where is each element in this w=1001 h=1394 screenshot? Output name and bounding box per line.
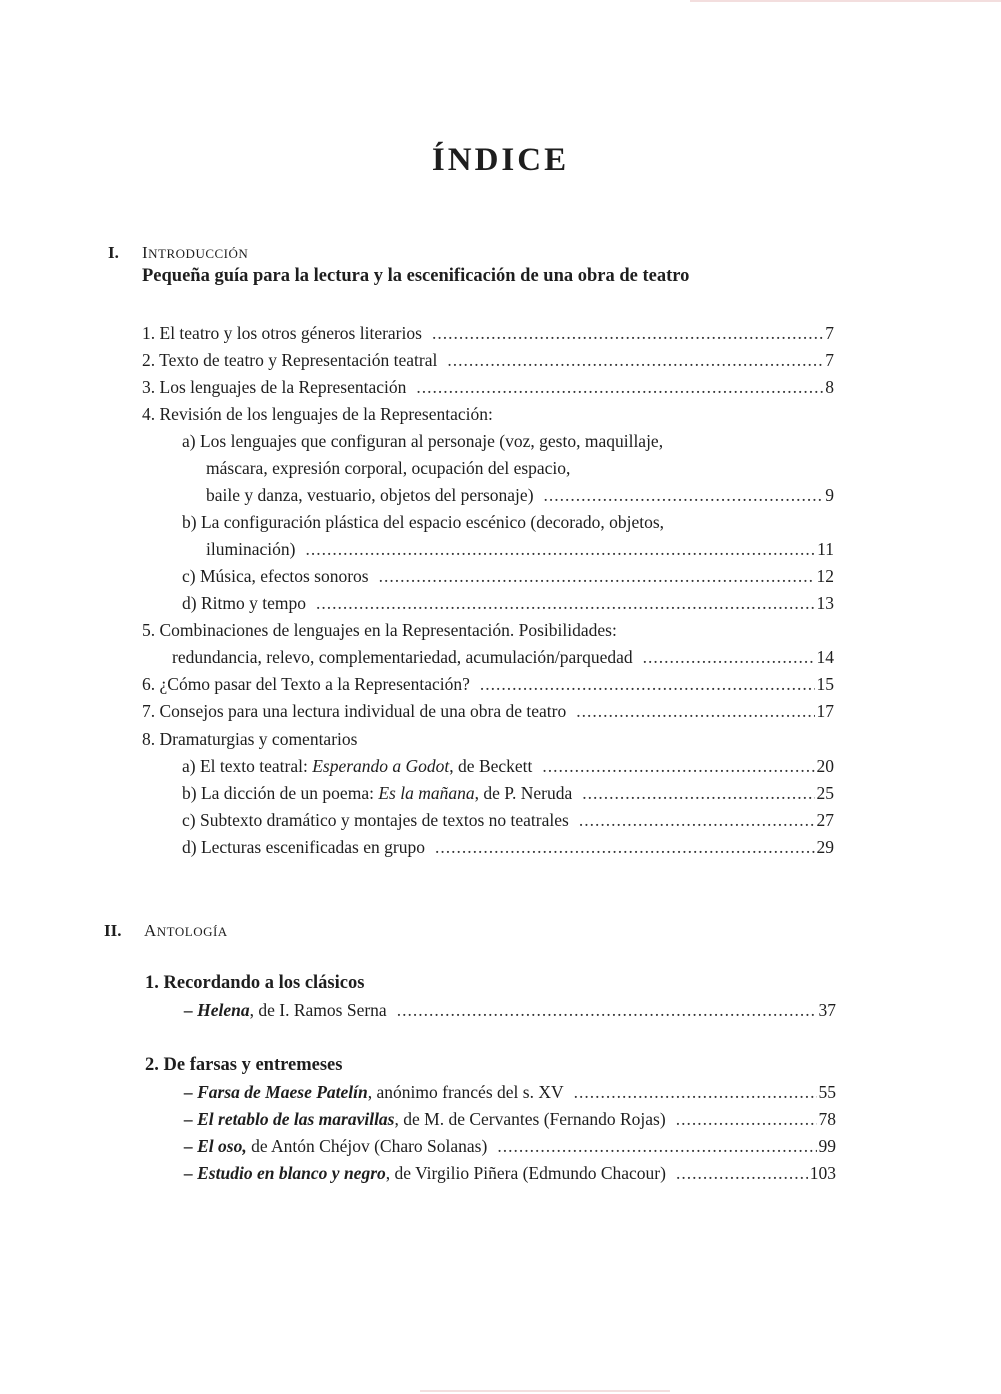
dot-leader (397, 998, 817, 1022)
group-title: 2. De farsas y entremeses (145, 1055, 343, 1075)
work-title: Farsa de Maese Patelín (197, 1082, 368, 1102)
toc-entry (142, 375, 834, 399)
entry-page: 103 (809, 1163, 836, 1183)
toc-entry-continuation (172, 645, 834, 669)
dot-leader (582, 781, 814, 805)
dot-leader (542, 754, 814, 778)
toc-entry (182, 564, 834, 588)
dot-leader (676, 1161, 808, 1185)
entry-label: iluminación) (206, 539, 296, 559)
entry-label: – El retablo de las maravillas, de M. de Cervantes (Fernando Rojas) (184, 1109, 666, 1129)
toc-entry (142, 699, 834, 723)
entry-label: baile y danza, vestuario, objetos del personaje) (206, 485, 534, 505)
toc-entry (182, 429, 834, 453)
dot-leader (480, 672, 815, 696)
entry-page: 7 (825, 323, 834, 343)
page-title: ÍNDICE (431, 142, 570, 178)
entry-label: a) El texto teatral: Esperando a Godot, de Beckett (182, 756, 533, 776)
dot-leader (576, 699, 814, 723)
toc-entry (142, 727, 834, 751)
entry-label: b) La dicción de un poema: Es la mañana, de P. Neruda (182, 783, 573, 803)
entry-page: 29 (816, 837, 834, 857)
section-name: ANTOLOGÍA (144, 921, 228, 940)
work-entry (184, 998, 836, 1022)
dot-leader (544, 483, 824, 507)
entry-page: 17 (816, 701, 834, 721)
entry-label: 4. Revisión de los lenguajes de la Representación: (142, 404, 493, 424)
entry-page: 78 (818, 1109, 836, 1129)
section-heading-antologia (104, 921, 504, 943)
entry-label: d) Ritmo y tempo (182, 593, 306, 613)
toc-entry (182, 591, 834, 615)
dot-leader (316, 591, 815, 615)
entry-page: 15 (816, 674, 834, 694)
scan-artifact (420, 1390, 670, 1392)
entry-page: 13 (816, 593, 834, 613)
entry-label: – El oso, de Antón Chéjov (Charo Solanas) (184, 1136, 488, 1156)
work-entry (184, 1107, 836, 1131)
entry-label: – Estudio en blanco y negro, de Virgilio Piñera (Edmundo Chacour) (184, 1163, 666, 1183)
entry-page: 14 (816, 647, 834, 667)
entry-label: d) Lecturas escenificadas en grupo (182, 837, 425, 857)
entry-label: 3. Los lenguajes de la Representación (142, 377, 407, 397)
toc-entry (142, 618, 834, 642)
dot-leader (574, 1080, 817, 1104)
dot-leader (447, 348, 823, 372)
entry-page: 7 (825, 350, 834, 370)
entry-label: 5. Combinaciones de lenguajes en la Representación. Posibilidades: (142, 620, 617, 640)
entry-page: 25 (816, 783, 834, 803)
dot-leader (643, 645, 815, 669)
work-title: El retablo de las maravillas (197, 1109, 395, 1129)
toc-entry (182, 781, 834, 805)
entry-page: 37 (818, 1000, 836, 1020)
work-title: Es la mañana (378, 783, 475, 803)
toc-entry-continuation (206, 483, 834, 507)
toc-entry (182, 808, 834, 832)
entry-page: 55 (818, 1082, 836, 1102)
entry-label: 1. El teatro y los otros géneros literarios (142, 323, 422, 343)
entry-label: 8. Dramaturgias y comentarios (142, 729, 358, 749)
entry-label: 7. Consejos para una lectura individual de una obra de teatro (142, 701, 567, 721)
dot-leader (497, 1134, 816, 1158)
toc-entry (142, 321, 834, 345)
dot-leader (432, 321, 823, 345)
entry-page: 20 (816, 756, 834, 776)
section-number: II. (104, 921, 122, 940)
dot-leader (435, 835, 815, 859)
section-subtitle: Pequeña guía para la lectura y la escenificación de una obra de teatro (142, 266, 690, 286)
entry-label: c) Música, efectos sonoros (182, 566, 369, 586)
toc-entry (182, 754, 834, 778)
toc-entry-continuation (206, 456, 834, 480)
work-entry (184, 1161, 836, 1185)
entry-label: – Helena, de I. Ramos Serna (184, 1000, 387, 1020)
entry-label: b) La configuración plástica del espacio escénico (decorado, objetos, (182, 512, 665, 532)
work-title: El oso, (197, 1136, 247, 1156)
group-title: 1. Recordando a los clásicos (145, 973, 365, 993)
entry-page: 9 (825, 485, 834, 505)
work-title: Esperando a Godot (312, 756, 450, 776)
dot-leader (416, 375, 823, 399)
scan-artifact (690, 0, 1001, 2)
entry-page: 99 (818, 1136, 836, 1156)
work-entry (184, 1080, 836, 1104)
toc-entry (142, 672, 834, 696)
entry-label: c) Subtexto dramático y montajes de textos no teatrales (182, 810, 569, 830)
entry-page: 11 (817, 539, 834, 559)
entry-page: 27 (816, 810, 834, 830)
dot-leader (379, 564, 815, 588)
section-number: I. (108, 243, 119, 262)
toc-entry (182, 835, 834, 859)
dot-leader (676, 1107, 817, 1131)
toc-entry (182, 510, 834, 534)
entry-label: a) Los lenguajes que configuran al personaje (voz, gesto, maquillaje, (182, 431, 664, 451)
entry-label: 2. Texto de teatro y Representación teatral (142, 350, 438, 370)
work-title: Helena (197, 1000, 250, 1020)
section-name: INTRODUCCIÓN (142, 243, 249, 262)
entry-label: 6. ¿Cómo pasar del Texto a la Representación? (142, 674, 470, 694)
entry-page: 12 (816, 566, 834, 586)
toc-entry (142, 402, 834, 426)
entry-label: – Farsa de Maese Patelín, anónimo francés del s. XV (184, 1082, 564, 1102)
entry-label: redundancia, relevo, complementariedad, acumulación/parquedad (172, 647, 633, 667)
section-heading-introduccion (108, 243, 508, 265)
entry-label: máscara, expresión corporal, ocupación del espacio, (206, 458, 571, 478)
entry-page: 8 (825, 377, 834, 397)
dot-leader (305, 537, 815, 561)
toc-entry (142, 348, 834, 372)
dot-leader (579, 808, 815, 832)
toc-entry-continuation (206, 537, 834, 561)
work-entry (184, 1134, 836, 1158)
work-title: Estudio en blanco y negro (197, 1163, 386, 1183)
